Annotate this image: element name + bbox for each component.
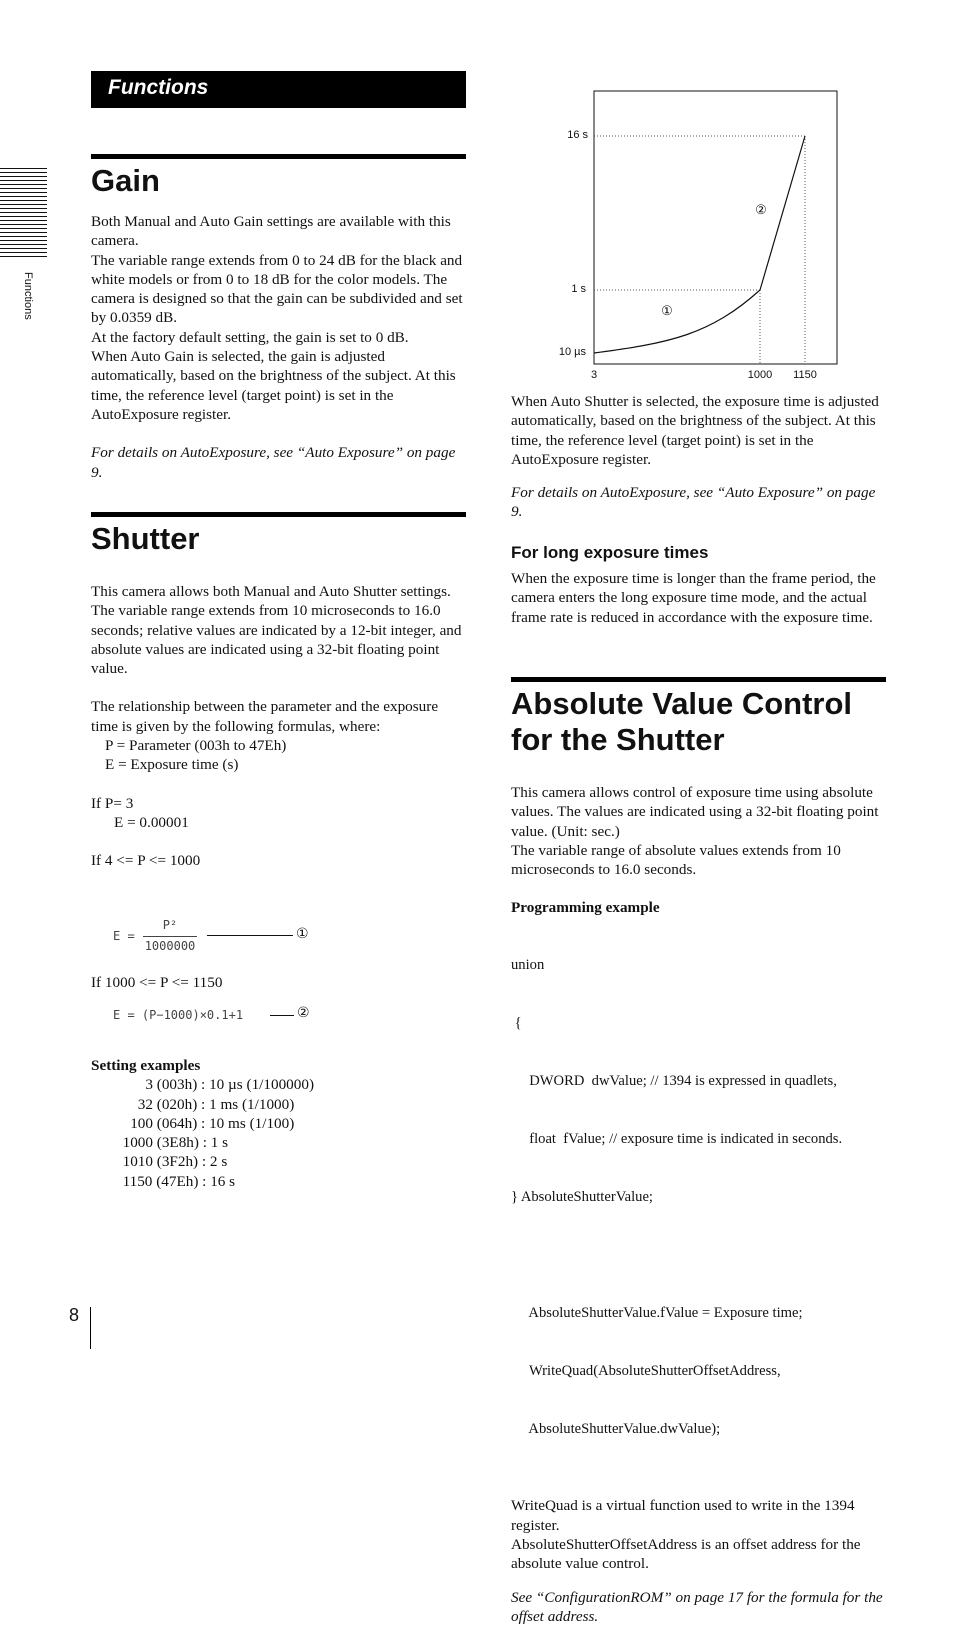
shutter-para-3: The relationship between the parameter and the exposure time is given by the following formulas, where: — [91, 698, 439, 735]
absolute-heading-rule — [511, 677, 886, 682]
side-tab-label: Functions — [22, 272, 34, 320]
code-line: WriteQuad(AbsoluteShutterOffsetAddress, — [511, 1362, 781, 1379]
code-line: AbsoluteShutterValue.fValue = Exposure time; — [511, 1304, 803, 1321]
condition-2: If 4 <= P <= 1000 — [91, 852, 201, 870]
formula-1-denominator: 1000000 — [144, 939, 196, 953]
x-tick-label: 3 — [590, 369, 598, 381]
formula-1-lhs: E = — [113, 929, 135, 943]
side-tab-stripes — [0, 168, 47, 260]
formula-1-fraction-bar — [143, 936, 197, 937]
absolute-para-1: This camera allows control of exposure time using absolute values. The values are indicated using a 32-bit floating point value. (Unit: sec.) — [511, 784, 879, 840]
absolute-para-2: The variable range of absolute values extends from 10 microseconds to 16.0 seconds. — [511, 841, 841, 879]
auto-shutter-note: For details on AutoExposure, see “Auto Exposure” on page 9. — [511, 484, 876, 521]
condition-3: If 1000 <= P <= 1150 — [91, 974, 223, 991]
code-line: { — [511, 1015, 522, 1032]
page-number-rule — [90, 1307, 91, 1349]
exposure-chart — [540, 85, 850, 385]
setting-examples-heading: Setting examples — [91, 1057, 201, 1074]
gain-heading-rule — [91, 154, 466, 159]
code-block — [511, 918, 889, 1478]
condition-1: If P= 3 — [91, 794, 134, 812]
shutter-heading: Shutter — [91, 521, 200, 556]
auto-shutter-para: When Auto Shutter is selected, the exposure time is adjusted automatically, based on the brightness of the subject. At this time, the reference level (target point) is set in the AutoExposure register. — [511, 393, 879, 468]
setting-example-row: 32 (020h) : 1 ms (1/1000) — [115, 1095, 295, 1113]
y-tick-label: 16 s — [567, 129, 588, 141]
shutter-para-1: This camera allows both Manual and Auto Shutter settings. — [91, 583, 451, 600]
y-tick-label: 10 µs — [558, 346, 586, 358]
section-title: Functions — [108, 76, 209, 99]
gain-para-4: When Auto Gain is selected, the gain is adjusted automatically, based on the brightness of the subject. At this time, the reference level (target point) is set in the AutoExposure register. — [91, 348, 456, 423]
auto-shutter-body — [511, 392, 887, 522]
gain-para-1: Both Manual and Auto Gain settings are available with this camera. — [91, 213, 451, 250]
gain-para-2: The variable range extends from 0 to 24 dB for the black and white models or from 0 to 18 dB for the color models. The camera is designed so that the gain can be subdivided and set by 0.0359 dB. — [91, 251, 463, 327]
long-exposure-heading: For long exposure times — [511, 543, 709, 562]
condition-1-result: E = 0.00001 — [114, 813, 189, 831]
series-curve-1 — [594, 290, 760, 353]
gain-heading: Gain — [91, 163, 160, 198]
setting-example-row: 1000 (3E8h) : 1 s — [115, 1134, 229, 1152]
code-line: float fValue; // exposure time is indicated in seconds. — [511, 1131, 843, 1148]
region-label-1: ① — [661, 303, 673, 318]
programming-example-heading: Programming example — [511, 899, 660, 917]
shutter-body — [91, 582, 466, 871]
x-tick-label: 1000 — [747, 369, 773, 381]
absolute-heading — [511, 686, 852, 758]
absolute-note: See “ConfigurationROM” on page 17 for the formula for the offset address. — [511, 1588, 883, 1625]
gain-body — [91, 212, 466, 482]
definition-e: E = Exposure time (s) — [105, 756, 239, 774]
formula-2: E = (P−1000)×0.1+1 — [113, 1008, 244, 1022]
shutter-heading-rule — [91, 512, 466, 517]
absolute-body — [511, 783, 889, 1626]
x-tick-label: 1150 — [793, 369, 817, 381]
absolute-para-4: AbsoluteShutterOffsetAddress is an offset address for the absolute value control. — [511, 1535, 861, 1573]
absolute-heading-line-1: Absolute Value Control — [511, 686, 853, 721]
formula-2-leader — [270, 1015, 294, 1016]
y-tick-label: 1 s — [571, 283, 586, 295]
formula-1-marker: ① — [296, 926, 309, 942]
setting-example-row: 1010 (3F2h) : 2 s — [115, 1153, 228, 1171]
formula-1-leader — [207, 935, 293, 936]
page-number: 8 — [69, 1305, 80, 1325]
long-exposure-para: When the exposure time is longer than the frame period, the camera enters the long exposure time mode, and the actual frame rate is reduced in accordance with the exposure time. — [511, 570, 876, 626]
code-line — [511, 1246, 889, 1265]
chart-frame — [594, 91, 837, 364]
formula-1-numerator: P² — [162, 918, 178, 932]
gain-note: For details on AutoExposure, see “Auto Exposure” on page 9. — [91, 444, 456, 481]
definition-p: P = Parameter (003h to 47Eh) — [105, 737, 287, 755]
formula-2-marker: ② — [297, 1005, 310, 1021]
shutter-para-2: The variable range extends from 10 microseconds to 16.0 seconds; relative values are indicated by a 12-bit integer, and absolute values are indicated using a 32-bit floating point value. — [91, 602, 462, 678]
gain-para-3: At the factory default setting, the gain is set to 0 dB. — [91, 328, 409, 346]
section-title-bar — [91, 71, 466, 108]
region-label-2: ② — [755, 202, 767, 217]
absolute-heading-line-2: for the Shutter — [511, 722, 725, 757]
code-line: union — [511, 957, 545, 974]
absolute-para-3: WriteQuad is a virtual function used to write in the 1394 register. — [511, 1497, 855, 1534]
setting-example-row: 3 (003h) : 10 µs (1/100000) — [115, 1076, 315, 1094]
setting-example-row: 1150 (47Eh) : 16 s — [115, 1172, 236, 1190]
code-line: DWORD dwValue; // 1394 is expressed in quadlets, — [511, 1073, 837, 1090]
setting-examples — [91, 1056, 466, 1191]
code-line: AbsoluteShutterValue.dwValue); — [511, 1420, 721, 1437]
setting-example-row: 100 (064h) : 10 ms (1/100) — [115, 1114, 295, 1132]
code-line: } AbsoluteShutterValue; — [511, 1188, 653, 1205]
